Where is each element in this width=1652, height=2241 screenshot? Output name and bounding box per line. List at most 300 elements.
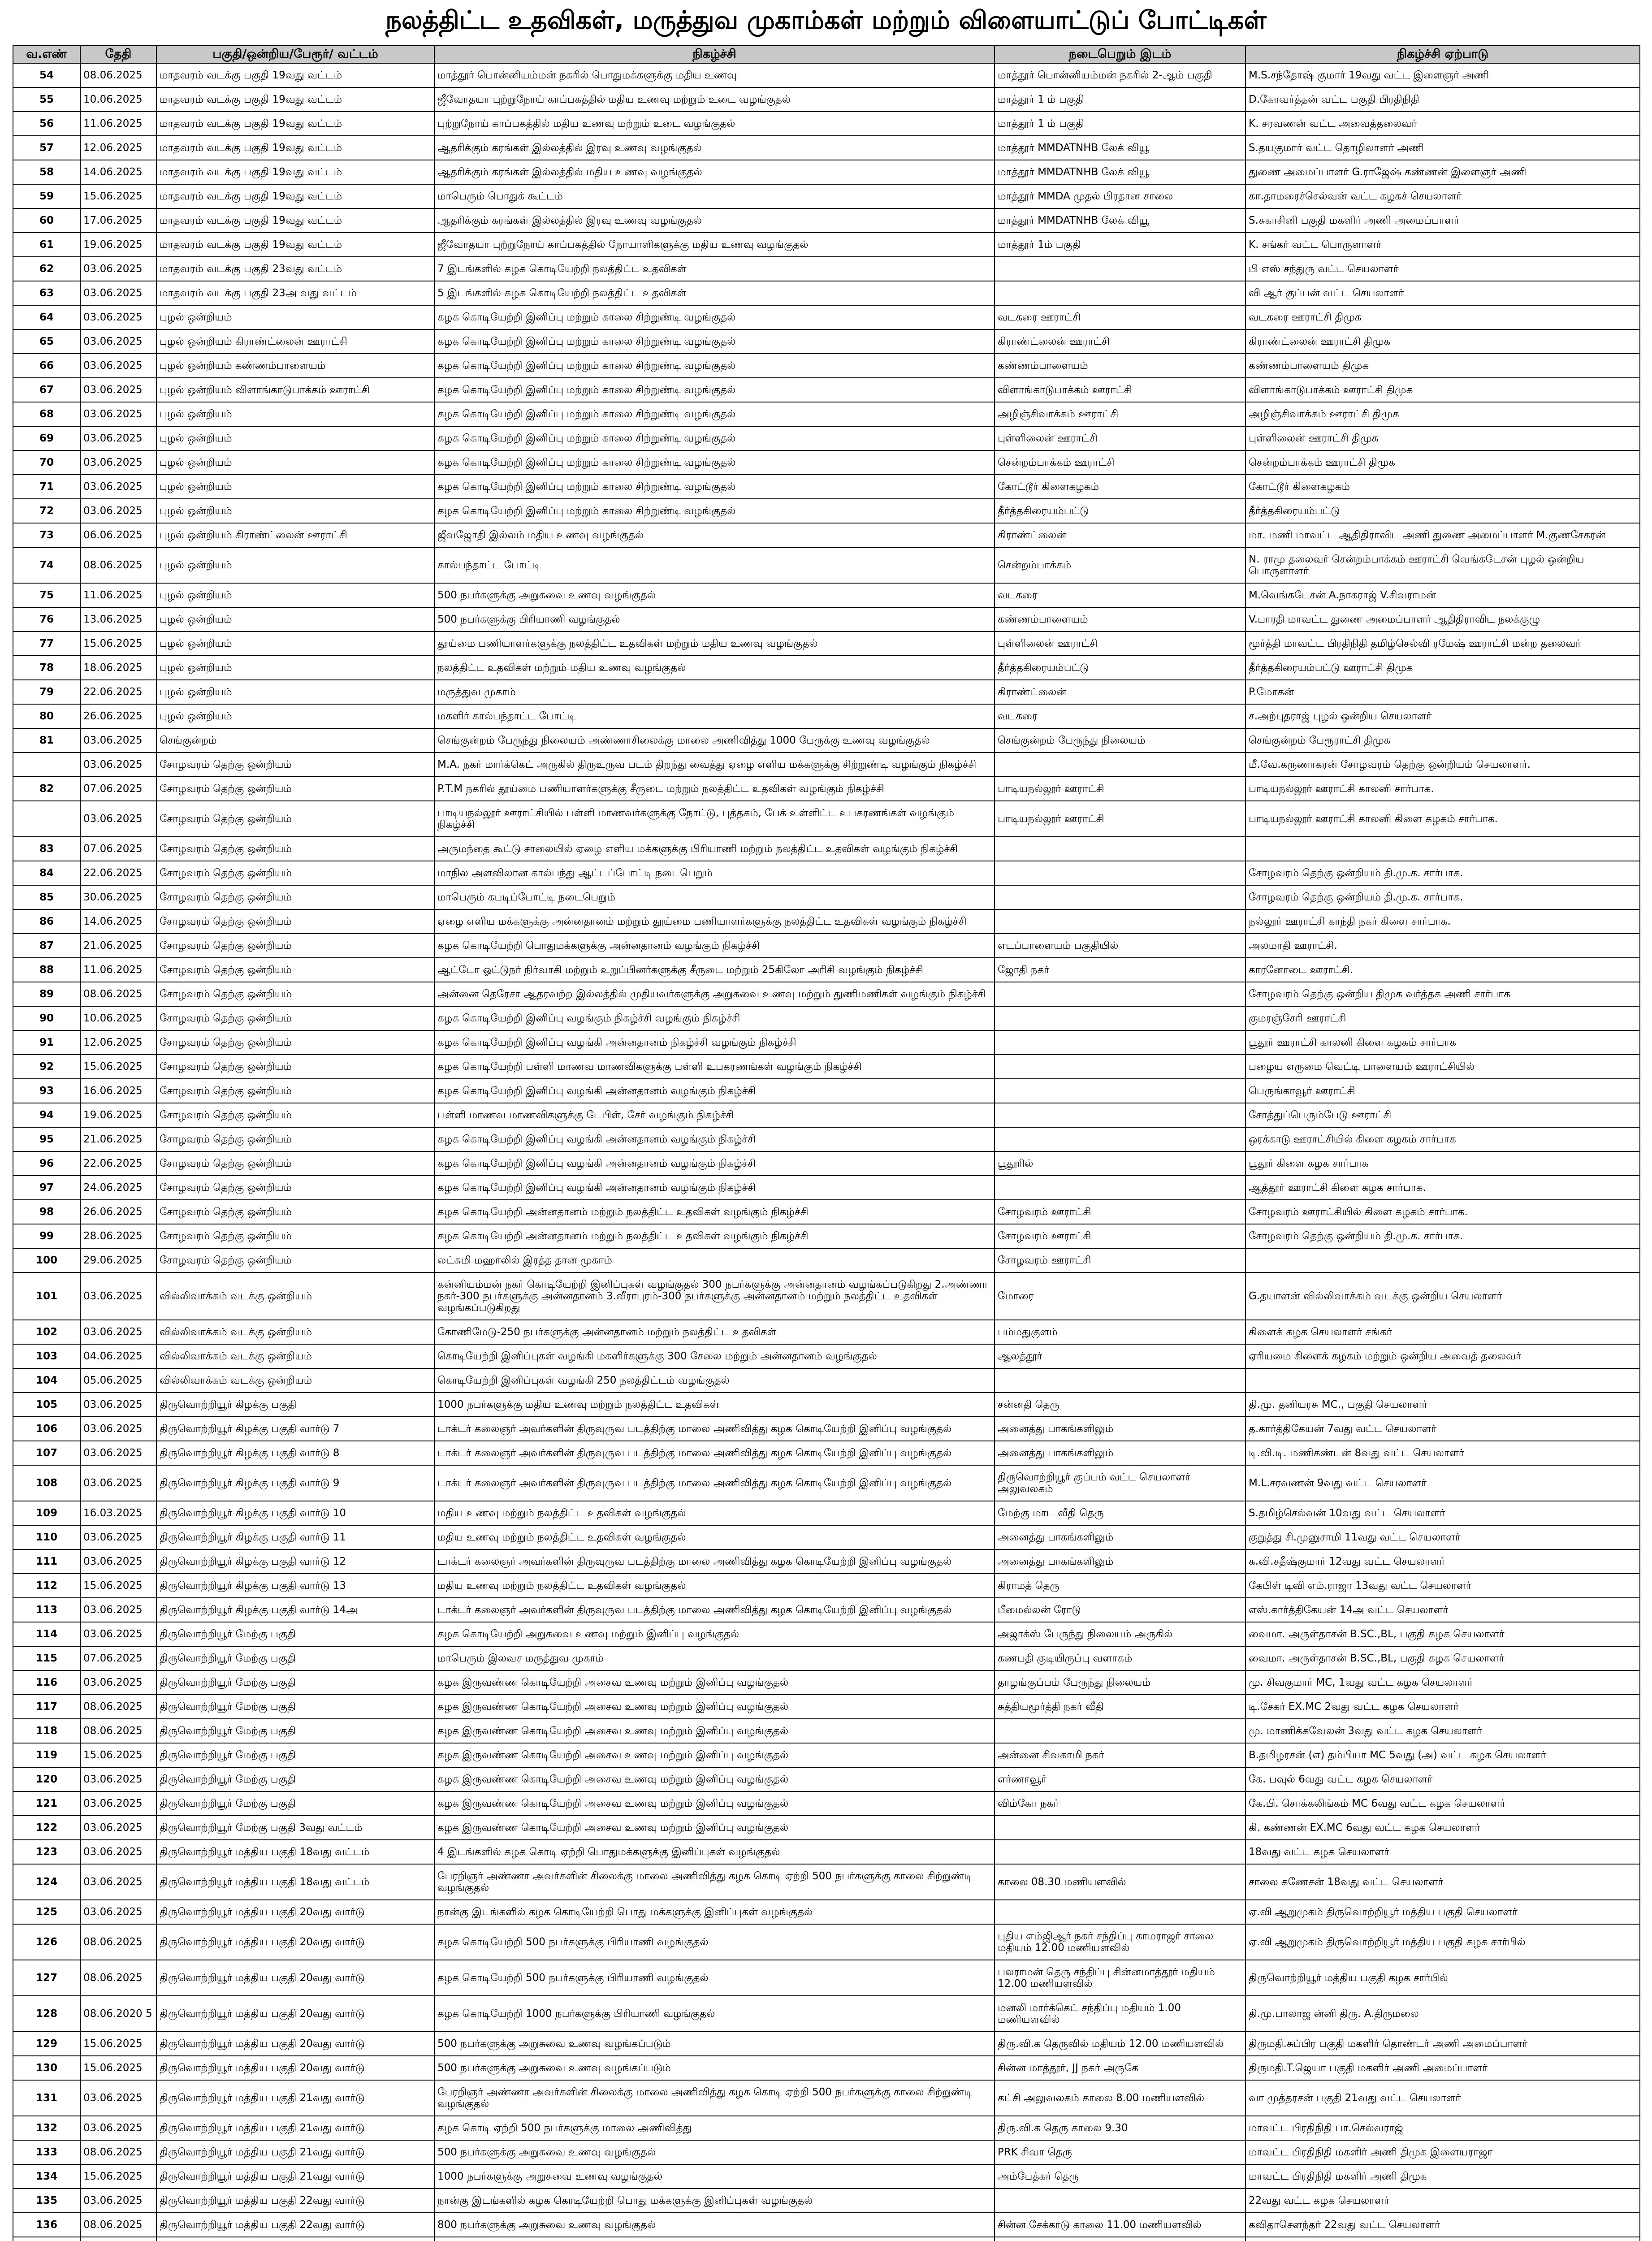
cell-date: 16.03.2025 <box>80 1501 156 1525</box>
cell-venue: தீர்த்தகிரையம்பட்டு <box>995 499 1245 523</box>
cell-program: மாத்தூர் பொன்னியம்மன் நகரில் பொதுமக்களுக்கு மதிய உணவு <box>434 63 995 87</box>
cell-program: கழக கொடியேற்றி 500 நபர்களுக்கு பிரியாணி வழங்குதல் <box>434 1924 995 1960</box>
cell-venue <box>995 982 1245 1006</box>
cell-date: 03.06.2025 <box>80 1465 156 1501</box>
cell-venue: சென்றம்பாக்கம் <box>995 547 1245 583</box>
cell-serial: 120 <box>13 1767 80 1791</box>
cell-organizer: குமரஞ்சேரி ஊராட்சி <box>1245 1006 1640 1030</box>
cell-organizer: துணை அமைப்பாளர் G.ராஜேஷ் கண்ணன் இளைஞர் அணி <box>1245 160 1640 184</box>
cell-venue: அனைத்து பாகங்களிலும் <box>995 1417 1245 1441</box>
table-row <box>13 1864 1640 1900</box>
cell-program: மதிய உணவு மற்றும் நலத்திட்ட உதவிகள் வழங்குதல் <box>434 1574 995 1598</box>
cell-venue: மாத்தூர் 1 ம் பகுதி <box>995 112 1245 136</box>
cell-venue <box>995 1719 1245 1743</box>
cell-program: டாக்டர் கலைஞர் அவர்களின் திருவுருவ படத்திற்கு மாலை அணிவித்து கழக கொடியேற்றி இனிப்பு வழங்குதல் <box>434 1598 995 1622</box>
cell-organizer: நல்லூர் ஊராட்சி காந்தி நகர் கிளை சார்பாக. <box>1245 909 1640 934</box>
cell-area: சோழவரம் தெற்கு ஒன்றியம் <box>156 837 434 861</box>
table-row <box>13 1344 1640 1368</box>
cell-organizer: ஏரியமை கிளைக் கழகம் மற்றும் ஒன்றிய அவைத் தலைவர் <box>1245 1344 1640 1368</box>
cell-date: 03.06.2025 <box>80 728 156 753</box>
cell-area: சோழவரம் தெற்கு ஒன்றியம் <box>156 1176 434 1200</box>
cell-program: கழக கொடியேற்றி இனிப்பு மற்றும் காலை சிற்றுண்டி வழங்குதல் <box>434 475 995 499</box>
cell-area: சோழவரம் தெற்கு ஒன்றியம் <box>156 801 434 837</box>
cell-program: தூய்மை பணியாளர்களுக்கு நலத்திட்ட உதவிகள் மற்றும் மதிய உணவு வழங்குதல் <box>434 632 995 656</box>
cell-serial: 95 <box>13 1127 80 1151</box>
cell-program: டாக்டர் கலைஞர் அவர்களின் திருவுருவ படத்திற்கு மாலை அணிவித்து கழக கொடியேற்றி இனிப்பு வழங்குதல் <box>434 1441 995 1465</box>
cell-venue: திருவொற்றியூர் குப்பம் வட்ட செயலாளர் அலுவலகம் <box>995 1465 1245 1501</box>
cell-program: கழக கொடியேற்றி இனிப்பு வழங்கி அன்னதானம் வழங்கும் நிகழ்ச்சி <box>434 1079 995 1103</box>
table-header <box>13 45 1640 63</box>
cell-venue: தாழங்குப்பம் பேருந்து நிலையம் <box>995 1670 1245 1695</box>
cell-program: பாடியநல்லூர் ஊராட்சியில் பள்ளி மாணவர்களுக்கு நோட்டு, புத்தகம், பேக் உள்ளிட்ட உபகரணங்கள் வழங்கும் நிகழ்ச்சி <box>434 801 995 837</box>
table-row <box>13 1079 1640 1103</box>
cell-program: கழக கொடியேற்றி இனிப்பு மற்றும் காலை சிற்றுண்டி வழங்குதல் <box>434 426 995 450</box>
cell-venue <box>995 281 1245 305</box>
cell-organizer: புள்ளிலைன் ஊராட்சி திமுக <box>1245 426 1640 450</box>
table-row <box>13 1743 1640 1767</box>
cell-program: கழக கொடியேற்றி இனிப்பு வழங்கும் நிகழ்ச்சி வழங்கும் நிகழ்ச்சி <box>434 1006 995 1030</box>
cell-area: சோழவரம் தெற்கு ஒன்றியம் <box>156 753 434 777</box>
table-row <box>13 112 1640 136</box>
cell-date: 05.06.2025 <box>80 1368 156 1393</box>
cell-organizer: கே.பி. சொக்கலிங்கம் MC 6வது வட்ட கழக செயலாளர் <box>1245 1791 1640 1816</box>
cell-organizer: தீர்த்தகிரையம்பட்டு ஊராட்சி திமுக <box>1245 656 1640 680</box>
table-row <box>13 607 1640 632</box>
cell-organizer: வைமா. அருள்தாசன் B.SC.,BL, பகுதி கழக செயலாளர் <box>1245 1622 1640 1646</box>
cell-date: 08.06.2025 <box>80 1695 156 1719</box>
cell-organizer: த.கார்த்திகேயன் 7வது வட்ட செயலாளர் <box>1245 1417 1640 1441</box>
cell-venue: பாடியநல்லூர் ஊராட்சி <box>995 777 1245 801</box>
cell-organizer: தீர்த்தகிரையம்பட்டு <box>1245 499 1640 523</box>
cell-organizer: சாலை கணேசன் 18வது வட்ட செயலாளர் <box>1245 1864 1640 1900</box>
cell-serial: 72 <box>13 499 80 523</box>
table-row <box>13 1030 1640 1055</box>
cell-venue <box>995 2189 1245 2213</box>
cell-date: 03.06.2025 <box>80 257 156 281</box>
table-row <box>13 499 1640 523</box>
cell-program: பேரறிஞர் அண்ணா அவர்களின் சிலைக்கு மாலை அணிவித்து கழக கொடி ஏற்றி 500 நபர்களுக்கு காலை சிற்றுண்டி வழங்குதல் <box>434 1864 995 1900</box>
cell-area: திருவொற்றியூர் கிழக்கு பகுதி வார்டு 13 <box>156 1574 434 1598</box>
cell-venue: மோரை <box>995 1272 1245 1320</box>
cell-area: சோழவரம் தெற்கு ஒன்றியம் <box>156 982 434 1006</box>
cell-serial: 111 <box>13 1549 80 1574</box>
table-row <box>13 1248 1640 1272</box>
cell-serial: 130 <box>13 2056 80 2080</box>
header-area: பகுதி/ஒன்றிய/பேரூர்/ வட்டம் <box>156 45 434 63</box>
table-row <box>13 1200 1640 1224</box>
cell-serial: 127 <box>13 1960 80 1996</box>
cell-serial: 97 <box>13 1176 80 1200</box>
cell-area: சோழவரம் தெற்கு ஒன்றியம் <box>156 958 434 982</box>
cell-date: 03.06.2025 <box>80 2080 156 2116</box>
cell-area: சோழவரம் தெற்கு ஒன்றியம் <box>156 1006 434 1030</box>
table-row <box>13 1465 1640 1501</box>
table-row <box>13 87 1640 112</box>
cell-date: 03.06.2025 <box>80 1417 156 1441</box>
cell-serial: 58 <box>13 160 80 184</box>
cell-venue: கோட்டூர் கிளைகழகம் <box>995 475 1245 499</box>
cell-date: 29.06.2025 <box>80 1248 156 1272</box>
table-row <box>13 233 1640 257</box>
cell-area: திருவொற்றியூர் மேற்கு பகுதி <box>156 1791 434 1816</box>
cell-area: புழல் ஒன்றியம் <box>156 632 434 656</box>
cell-serial: 106 <box>13 1417 80 1441</box>
cell-organizer: மாவட்ட பிரதிநிதி மகளிர் அணி திமுக <box>1245 2164 1640 2189</box>
cell-venue: கணபதி குடியிருப்பு வளாகம் <box>995 1646 1245 1670</box>
cell-date: 14.06.2025 <box>80 909 156 934</box>
cell-area: மாதவரம் வடக்கு பகுதி 19வது வட்டம் <box>156 87 434 112</box>
header-organizer: நிகழ்ச்சி ஏற்பாடு <box>1245 45 1640 63</box>
cell-program: 500 நபர்களுக்கு பிரியாணி வழங்குதல் <box>434 607 995 632</box>
cell-organizer: பெருங்காவூர் ஊராட்சி <box>1245 1079 1640 1103</box>
cell-venue <box>995 1368 1245 1393</box>
table-row <box>13 1767 1640 1791</box>
cell-venue: கண்ணம்பாளையம் <box>995 607 1245 632</box>
cell-program: கழக கொடியேற்றி இனிப்பு வழங்கி அன்னதானம் வழங்கும் நிகழ்ச்சி <box>434 1127 995 1151</box>
cell-date: 03.06.2025 <box>80 2116 156 2140</box>
cell-date: 15.06.2025 <box>80 2164 156 2189</box>
cell-area: புழல் ஒன்றியம் <box>156 402 434 426</box>
table-row <box>13 801 1640 837</box>
table-row <box>13 861 1640 885</box>
table-row <box>13 656 1640 680</box>
cell-venue: பலராமன் தெரு சந்திப்பு சின்னமாத்தூர் மதியம் 12.00 மணியளவில் <box>995 1960 1245 1996</box>
cell-serial: 122 <box>13 1816 80 1840</box>
cell-program: மாபெரும் பொதுக் கூட்டம் <box>434 184 995 208</box>
cell-date: 07.06.2025 <box>80 777 156 801</box>
cell-program: மகளிர் கால்பந்தாட்ட போட்டி <box>434 704 995 728</box>
cell-venue <box>995 257 1245 281</box>
cell-date: 16.06.2025 <box>80 1079 156 1103</box>
cell-serial: 80 <box>13 704 80 728</box>
cell-venue: பூதூரில் <box>995 1151 1245 1176</box>
cell-program: 500 நபர்களுக்கு அறுசுவை உணவு வழங்கப்படும் <box>434 2056 995 2080</box>
cell-organizer: க.வி.சதீஷ்குமார் 12வது வட்ட செயலாளர் <box>1245 1549 1640 1574</box>
cell-venue: அன்னை சிவகாமி நகர் <box>995 1743 1245 1767</box>
cell-date: 19.06.2025 <box>80 1103 156 1127</box>
table-row <box>13 583 1640 607</box>
cell-program: கழக கொடியேற்றி இனிப்பு மற்றும் காலை சிற்றுண்டி வழங்குதல் <box>434 499 995 523</box>
cell-venue <box>995 1816 1245 1840</box>
cell-venue: மாத்தூர் MMDATNHB லேக் வியூ <box>995 208 1245 233</box>
cell-serial: 69 <box>13 426 80 450</box>
cell-organizer: S.சுகாசினி பகுதி மகளிர் அணி அமைப்பாளர் <box>1245 208 1640 233</box>
cell-organizer: விளாங்காடுபாக்கம் ஊராட்சி திமுக <box>1245 378 1640 402</box>
table-row <box>13 728 1640 753</box>
cell-serial: 75 <box>13 583 80 607</box>
cell-organizer: V.பாரதி மாவட்ட துணை அமைப்பாளர் ஆதிதிராவிட நலக்குழு <box>1245 607 1640 632</box>
cell-organizer: பூதூர் ஊராட்சி காலனி கிளை கழகம் சார்பாக <box>1245 1030 1640 1055</box>
cell-venue <box>995 1079 1245 1103</box>
table-row <box>13 2032 1640 2056</box>
table-row <box>13 837 1640 861</box>
table-row <box>13 1417 1640 1441</box>
cell-serial: 135 <box>13 2189 80 2213</box>
cell-organizer: கவிதாசௌந்தர் 22வது வட்ட செயலாளர் <box>1245 2213 1640 2237</box>
cell-program: பள்ளி மாணவ மாணவிகளுக்கு டேபிள், சேர் வழங்கும் நிகழ்ச்சி <box>434 1103 995 1127</box>
cell-program: 1000 நபர்களுக்கு அறுசுவை உணவு வழங்குதல் <box>434 2164 995 2189</box>
cell-program: கழக இருவண்ண கொடியேற்றி அசைவ உணவு மற்றும் இனிப்பு வழங்குதல் <box>434 1695 995 1719</box>
cell-program: கன்னியம்மன் நகர் கொடியேற்றி இனிப்புகள் வழங்குதல் 300 நபர்களுக்கு அன்னதானம் வழங்கப்படுகிறது 2.அண்ணா நகர்-300 நபர்களுக்கு அன்னதானம் 3.வீராபுரம்-300 நபர்களுக்கு அன்னதானம் மற்றும் நலத்திட்ட உதவிகள் வழங்கப்படுகிறது <box>434 1272 995 1320</box>
cell-area: வில்லிவாக்கம் வடக்கு ஒன்றியம் <box>156 1368 434 1393</box>
cell-serial: 55 <box>13 87 80 112</box>
cell-area: சோழவரம் தெற்கு ஒன்றியம் <box>156 885 434 909</box>
cell-organizer: வைமா. அருள்தாசன் B.SC.,BL, பகுதி கழக செயலாளர் <box>1245 1646 1640 1670</box>
cell-area: திருவொற்றியூர் கிழக்கு பகுதி வார்டு 8 <box>156 1441 434 1465</box>
cell-area: சோழவரம் தெற்கு ஒன்றியம் <box>156 1030 434 1055</box>
cell-area: திருவொற்றியூர் மத்திய பகுதி 21வது வார்டு <box>156 2164 434 2189</box>
cell-program: கழக கொடியேற்றி இனிப்பு மற்றும் காலை சிற்றுண்டி வழங்குதல் <box>434 354 995 378</box>
cell-organizer: கோட்டூர் கிளைகழகம் <box>1245 475 1640 499</box>
cell-organizer: சோழவரம் தெற்கு ஒன்றியம் தி.மு.க. சார்பாக. <box>1245 861 1640 885</box>
cell-venue: ஆலத்தூர் <box>995 1344 1245 1368</box>
cell-serial: 83 <box>13 837 80 861</box>
cell-program: செங்குன்றம் பேருந்து நிலையம் அண்ணாசிலைக்கு மாலை அணிவித்து 1000 பேருக்கு உணவு வழங்குதல் <box>434 728 995 753</box>
table-row <box>13 885 1640 909</box>
cell-program: புற்றுநோய் காப்பகத்தில் மதிய உணவு மற்றும் உடை வழங்குதல் <box>434 112 995 136</box>
cell-date <box>80 2237 156 2241</box>
cell-date: 26.06.2025 <box>80 704 156 728</box>
cell-program: 5 இடங்களில் கழக கொடியேற்றி நலத்திட்ட உதவிகள் <box>434 281 995 305</box>
cell-serial: 112 <box>13 1574 80 1598</box>
cell-serial: 78 <box>13 656 80 680</box>
cell-serial: 57 <box>13 136 80 160</box>
cell-program: 500 நபர்களுக்கு அறுசுவை உணவு வழங்கப்படும் <box>434 2032 995 2056</box>
table-row <box>13 1695 1640 1719</box>
cell-venue: மாத்தூர் பொன்னியம்மன் நகரில் 2-ஆம் பகுதி <box>995 63 1245 87</box>
cell-organizer: செங்குன்றம் பேரூராட்சி திமுக <box>1245 728 1640 753</box>
cell-organizer: திருமதி.சுப்பிர பகுதி மகளிர் தொண்டர் அணி அமைப்பாளர் <box>1245 2032 1640 2056</box>
cell-program: டாக்டர் கலைஞர் அவர்களின் திருவுருவ படத்திற்கு மாலை அணிவித்து கழக கொடியேற்றி இனிப்பு வழங்குதல் <box>434 1549 995 1574</box>
cell-venue: வடகரை ஊராட்சி <box>995 305 1245 329</box>
table-row <box>13 704 1640 728</box>
cell-date: 08.06.2025 <box>80 1924 156 1960</box>
cell-organizer: வடகரை ஊராட்சி திமுக <box>1245 305 1640 329</box>
table-row <box>13 450 1640 475</box>
cell-venue: கிராண்ட்லைன் <box>995 680 1245 704</box>
cell-venue: சோழவரம் ஊராட்சி <box>995 1248 1245 1272</box>
cell-program: அருமந்தை கூட்டு சாலையில் ஏழை எளிய மக்களுக்கு பிரியாணி மற்றும் நலத்திட்ட உதவிகள் வழங்கும் நிகழ்ச்சி <box>434 837 995 861</box>
cell-date: 03.06.2025 <box>80 329 156 354</box>
cell-area: சோழவரம் தெற்கு ஒன்றியம் <box>156 1103 434 1127</box>
cell-venue: அஜாக்ஸ் பேருந்து நிலையம் அருகில் <box>995 1622 1245 1646</box>
table-row <box>13 547 1640 583</box>
cell-date: 04.06.2025 <box>80 1344 156 1368</box>
cell-program: கழக கொடியேற்றி இனிப்பு மற்றும் காலை சிற்றுண்டி வழங்குதல் <box>434 305 995 329</box>
table-row <box>13 523 1640 547</box>
cell-organizer: சோழவரம் தெற்கு ஒன்றியம் தி.மு.க. சார்பாக. <box>1245 1224 1640 1248</box>
cell-program: கழக இருவண்ண கொடியேற்றி அசைவ உணவு மற்றும் இனிப்பு வழங்குதல் <box>434 1767 995 1791</box>
table-row <box>13 305 1640 329</box>
cell-date: 03.06.2025 <box>80 1767 156 1791</box>
cell-serial: 109 <box>13 1501 80 1525</box>
table-row <box>13 1900 1640 1924</box>
table-row <box>13 1840 1640 1864</box>
cell-date: 08.06.2025 <box>80 2213 156 2237</box>
cell-area: திருவொற்றியூர் கிழக்கு பகுதி வார்டு 9 <box>156 1465 434 1501</box>
cell-program: நான்கு இடங்களில் கழக கொடியேற்றி பொது மக்களுக்கு இனிப்புகள் வழங்குதல் <box>434 2189 995 2213</box>
cell-serial: 129 <box>13 2032 80 2056</box>
table-row <box>13 2140 1640 2164</box>
cell-venue: திரு.வி.க தெரு காலை 9.30 <box>995 2116 1245 2140</box>
cell-serial: 103 <box>13 1344 80 1368</box>
cell-area: சோழவரம் தெற்கு ஒன்றியம் <box>156 934 434 958</box>
cell-venue: கிராண்ட்லைன் ஊராட்சி <box>995 329 1245 354</box>
cell-area: மாதவரம் வடக்கு பகுதி 19வது வட்டம் <box>156 63 434 87</box>
header-serial: வ.எண் <box>13 45 80 63</box>
cell-date: 22.06.2025 <box>80 1151 156 1176</box>
cell-date: 03.06.2025 <box>80 2189 156 2213</box>
cell-program: மாபெரும் இலவச மருத்துவ முகாம் <box>434 1646 995 1670</box>
cell-date: 03.06.2025 <box>80 1816 156 1840</box>
cell-date: 15.06.2025 <box>80 1743 156 1767</box>
cell-date: 17.06.2025 <box>80 208 156 233</box>
cell-organizer: மாவட்ட பிரதிநிதி மகளிர் அணி திமுக இளையராஜா <box>1245 2140 1640 2164</box>
cell-organizer: மாவட்ட பிரதிநிதி பா.செல்வராஜ் <box>1245 2116 1640 2140</box>
cell-serial: 82 <box>13 777 80 801</box>
header-date: தேதி <box>80 45 156 63</box>
cell-date: 03.06.2025 <box>80 801 156 837</box>
cell-program: கழக கொடியேற்றி அறுசுவை உணவு மற்றும் இனிப்பு வழங்குதல் <box>434 1622 995 1646</box>
cell-serial: 108 <box>13 1465 80 1501</box>
cell-organizer: பி எஸ் சந்துரு வட்ட செயலாளர் <box>1245 257 1640 281</box>
cell-serial: 70 <box>13 450 80 475</box>
table-row <box>13 160 1640 184</box>
cell-venue: அனைத்து பாகங்களிலும் <box>995 1549 1245 1574</box>
cell-program: கழக கொடியேற்றி இனிப்பு மற்றும் காலை சிற்றுண்டி வழங்குதல் <box>434 402 995 426</box>
table-row <box>13 136 1640 160</box>
table-body <box>13 63 1640 2241</box>
cell-organizer <box>1245 1248 1640 1272</box>
cell-program: கழக கொடி ஏற்றி 500 நபர்களுக்கு மாலை அணிவித்து <box>434 2116 995 2140</box>
cell-date: 22.06.2025 <box>80 861 156 885</box>
cell-area: திருவொற்றியூர் மேற்கு பகுதி <box>156 1646 434 1670</box>
cell-area: புழல் ஒன்றியம் <box>156 547 434 583</box>
cell-organizer: மு. மாணிக்கவேலன் 3வது வட்ட கழக செயலாளர் <box>1245 1719 1640 1743</box>
cell-date: 03.06.2025 <box>80 1840 156 1864</box>
cell-date: 13.06.2025 <box>80 607 156 632</box>
cell-serial: 88 <box>13 958 80 982</box>
cell-organizer: மூர்த்தி மாவட்ட பிரதிநிதி தமிழ்செல்வி ரமேஷ் ஊராட்சி மன்ற தலைவர் <box>1245 632 1640 656</box>
cell-date: 03.06.2025 <box>80 499 156 523</box>
cell-serial: 77 <box>13 632 80 656</box>
cell-organizer <box>1245 837 1640 861</box>
cell-serial: 62 <box>13 257 80 281</box>
cell-date: 03.06.2025 <box>80 402 156 426</box>
table-row <box>13 2189 1640 2213</box>
table-row <box>13 1320 1640 1344</box>
cell-serial: 81 <box>13 728 80 753</box>
cell-date: 03.06.2025 <box>80 378 156 402</box>
cell-serial: 124 <box>13 1864 80 1900</box>
cell-serial: 121 <box>13 1791 80 1816</box>
page-title-wrap <box>13 0 1639 41</box>
cell-area: திருவொற்றியூர் கிழக்கு பகுதி <box>156 1393 434 1417</box>
cell-area: மாதவரம் வடக்கு பகுதி 23அ வது வட்டம் <box>156 281 434 305</box>
cell-area: திருவொற்றியூர் மத்திய பகுதி 21வது வார்டு <box>156 2080 434 2116</box>
cell-area: திருவொற்றியூர் மேற்கு பகுதி <box>156 1719 434 1743</box>
cell-venue <box>995 1006 1245 1030</box>
cell-date: 03.06.2025 <box>80 1525 156 1549</box>
cell-area: மாதவரம் வடக்கு பகுதி 19வது வட்டம் <box>156 233 434 257</box>
cell-area: திருவொற்றியூர் மேற்கு பகுதி <box>156 1743 434 1767</box>
cell-venue <box>995 1840 1245 1864</box>
cell-area: புழல் ஒன்றியம் கண்ணம்பாளையம் <box>156 354 434 378</box>
cell-venue: அம்பேத்கர் தெரு <box>995 2164 1245 2189</box>
cell-serial: 119 <box>13 1743 80 1767</box>
cell-organizer: 22வது வட்ட கழக செயலாளர் <box>1245 2189 1640 2213</box>
cell-organizer: ச.அற்புதராஜ் புழல் ஒன்றிய செயலாளர் <box>1245 704 1640 728</box>
cell-venue: புள்ளிலைன் ஊராட்சி <box>995 632 1245 656</box>
cell-serial: 56 <box>13 112 80 136</box>
cell-date: 28.06.2025 <box>80 1224 156 1248</box>
cell-organizer: வா முத்தரசன் பகுதி 21வது வட்ட செயலாளர் <box>1245 2080 1640 2116</box>
cell-area: திருவொற்றியூர் கிழக்கு பகுதி வார்டு 10 <box>156 1501 434 1525</box>
cell-serial: 131 <box>13 2080 80 2116</box>
cell-date: 08.06.2025 <box>80 63 156 87</box>
cell-area: புழல் ஒன்றியம் <box>156 656 434 680</box>
table-row <box>13 1176 1640 1200</box>
table-row <box>13 1501 1640 1525</box>
cell-program: கழக கொடியேற்றி பொதுமக்களுக்கு அன்னதானம் வழங்கும் நிகழ்ச்சி <box>434 934 995 958</box>
cell-organizer: மு. சிவகுமார் MC, 1வது வட்ட கழக செயலாளர் <box>1245 1670 1640 1695</box>
cell-program: 500 நபர்களுக்கு அறுசுவை உணவு வழங்குதல் <box>434 2140 995 2164</box>
table-row <box>13 2056 1640 2080</box>
page <box>13 0 1639 2241</box>
header-program: நிகழ்ச்சி <box>434 45 995 63</box>
cell-area: திருவொற்றியூர் மேற்கு பகுதி 3வது வட்டம் <box>156 1816 434 1840</box>
cell-organizer: வி ஆர் குப்பன் வட்ட செயலாளர் <box>1245 281 1640 305</box>
cell-venue: PRK சிவா தெரு <box>995 2140 1245 2164</box>
table-row <box>13 208 1640 233</box>
cell-serial: 123 <box>13 1840 80 1864</box>
cell-venue: சோழவரம் ஊராட்சி <box>995 1224 1245 1248</box>
cell-area: திருவொற்றியூர் மத்திய பகுதி 20வது வார்டு <box>156 1996 434 2032</box>
cell-program: டாக்டர் கலைஞர் அவர்களின் திருவுருவ படத்திற்கு மாலை அணிவித்து கழக கொடியேற்றி இனிப்பு வழங்குதல் <box>434 1417 995 1441</box>
cell-venue: மாத்தூர் 1 ம் பகுதி <box>995 87 1245 112</box>
table-row <box>13 257 1640 281</box>
cell-date: 10.06.2025 <box>80 87 156 112</box>
cell-venue: சின்ன சேக்காடு காலை 11.00 மணியளவில் <box>995 2213 1245 2237</box>
cell-organizer: சென்றம்பாக்கம் ஊராட்சி திமுக <box>1245 450 1640 475</box>
cell-area: புழல் ஒன்றியம் <box>156 680 434 704</box>
cell-venue: விம்கோ நகர் <box>995 1791 1245 1816</box>
cell-serial: 85 <box>13 885 80 909</box>
cell-serial: 110 <box>13 1525 80 1549</box>
cell-organizer: டி.சேகர் EX.MC 2வது வட்ட கழக செயலாளர் <box>1245 1695 1640 1719</box>
cell-program: கழக கொடியேற்றி பள்ளி மாணவ மாணவிகளுக்கு பள்ளி உபகரணங்கள் வழங்கும் நிகழ்ச்சி <box>434 1055 995 1079</box>
cell-venue <box>995 1127 1245 1151</box>
cell-venue: திரு.வி.க தெருவில் மதியம் 12.00 மணியளவில் <box>995 2032 1245 2056</box>
cell-serial: 66 <box>13 354 80 378</box>
cell-venue: எர்ணாவூர் <box>995 1767 1245 1791</box>
cell-date: 03.06.2025 <box>80 753 156 777</box>
table-row <box>13 1006 1640 1030</box>
table-row <box>13 1368 1640 1393</box>
cell-date: 03.06.2025 <box>80 1598 156 1622</box>
table-row <box>13 1393 1640 1417</box>
cell-venue <box>995 1176 1245 1200</box>
cell-date: 03.06.2025 <box>80 426 156 450</box>
cell-serial: 60 <box>13 208 80 233</box>
cell-venue: பீமைல்லன் ரோடு <box>995 1598 1245 1622</box>
table-row <box>13 354 1640 378</box>
cell-area: சோழவரம் தெற்கு ஒன்றியம் <box>156 1248 434 1272</box>
cell-program: பேரறிஞர் அண்ணா அவர்களின் சிலைக்கு மாலை அணிவித்து கழக கொடி ஏற்றி 500 நபர்களுக்கு காலை சிற்றுண்டி வழங்குதல் <box>434 2080 995 2116</box>
cell-organizer: எஸ்.கார்த்திகேயன் 14அ வட்ட செயலாளர் <box>1245 1598 1640 1622</box>
cell-date: 08.06.2025 <box>80 547 156 583</box>
cell-date: 03.06.2025 <box>80 1441 156 1465</box>
